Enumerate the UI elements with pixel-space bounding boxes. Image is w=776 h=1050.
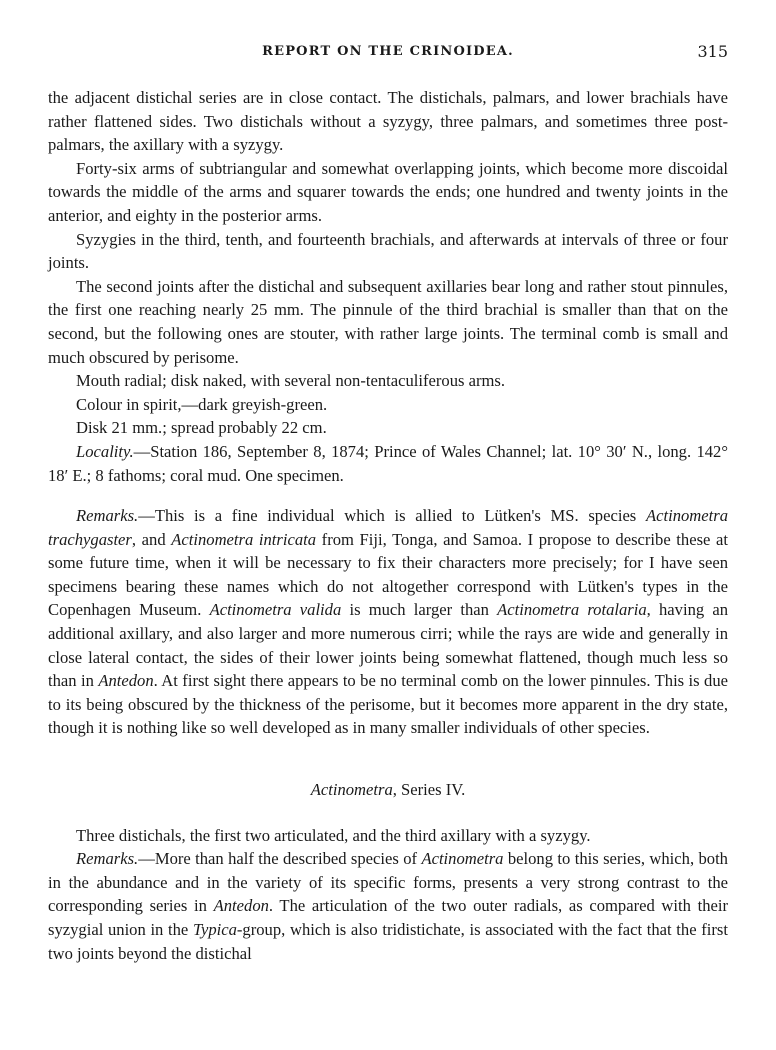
species-name: Actinometra valida — [209, 600, 342, 620]
group-name: Typica — [192, 920, 237, 939]
paragraph-arms: Forty-six arms of subtriangular and somewhat overlapping joints, which become more discoidal towards the middle of the arms and squarer towards the ends; one hundred and twenty joints in the anterior, and eighty in the posterior arms. — [48, 158, 728, 225]
remarks-label: Remarks. — [76, 849, 139, 869]
paragraph-diagnosis: Three distichals, the first two articulated, and the third axillary with a syzygy. — [76, 825, 591, 845]
paragraph-disk: Disk 21 mm.; spread probably 22 cm. — [76, 418, 327, 438]
remarks-text: belong to this series, which, both in the abundance and in the variety of its specific forms, presents a very strong contrast to the corresponding series in — [48, 849, 728, 916]
remarks-text: from Fiji, Tonga, and Samoa. I propose to describe these at some future time, when it will be necessary to fix their characters more precisely; for I have seen specimens bearing these names which do not altogether correspond with Lütken's types in the Copenhagen Museum. — [48, 529, 729, 620]
remarks-text: —This is a fine individual which is allied to Lütken's MS. species — [138, 506, 646, 526]
remarks-text: . The articulation of the two outer radials, as compared with their syzygial union in the — [48, 896, 728, 939]
page-number: 315 — [697, 42, 728, 61]
remarks-text: -group, which is also tridistichate, is associated with the fact that the first two joints beyond the distichal — [48, 920, 728, 963]
paragraph-syzygies: Syzygies in the third, tenth, and fourteenth brachials, and afterwards at intervals of three or four joints. — [48, 229, 728, 273]
spacer — [48, 802, 728, 824]
running-title: REPORT ON THE CRINOIDEA. — [262, 44, 514, 59]
remarks-text: , and — [131, 529, 172, 549]
remarks-text: , having an additional axillary, and also larger and more numerous cirri; while the rays are wide and generally in close lateral contact, the sides of their lower joints being somewhat flattened, though much less so than in — [48, 600, 729, 691]
species-name: Actinometra trachygaster — [48, 506, 728, 549]
spacer — [48, 740, 728, 778]
remarks-label: Remarks. — [76, 506, 139, 526]
locality-text: —Station 186, September 8, 1874; Prince of Wales Channel; lat. 10° 30′ N., long. 142° 18′ E.; 8 fathoms; coral mud. One specimen. — [48, 441, 728, 485]
paragraph-series-remarks — [48, 847, 728, 965]
remarks-text: is much larger than — [341, 600, 498, 620]
running-head — [48, 44, 728, 66]
paragraph-pinnules: The second joints after the distichal and subsequent axillaries bear long and rather stout pinnules, the first one reaching nearly 25 mm. The pinnule of the third brachial is smaller than that on the second, but the following ones are stouter, with rather large joints. The terminal comb is small and much obscured by perisome. — [48, 276, 728, 367]
spacer — [48, 487, 728, 504]
section-heading — [48, 778, 728, 802]
species-name: Actinometra intricata — [171, 529, 317, 549]
paragraph-mouth: Mouth radial; disk naked, with several non-tentaculiferous arms. — [76, 371, 506, 391]
heading-genus: Actinometra — [310, 780, 393, 800]
species-name: Actinometra rotalaria — [497, 600, 647, 620]
heading-series: , Series IV. — [392, 780, 466, 800]
paragraph-remarks — [48, 504, 728, 740]
genus-name: Actinometra — [421, 849, 504, 869]
genus-name: Antedon — [98, 671, 154, 691]
genus-name: Antedon — [213, 896, 269, 916]
remarks-text: —More than half the described species of — [138, 849, 422, 869]
body-text — [48, 86, 728, 965]
remarks-text: . At first sight there appears to be no terminal comb on the lower pinnules. This is due to its being obscured by the thickness of the perisome, but it becomes more apparent in the dry state, though it is nothing like so well developed as in many smaller individuals of other species. — [48, 671, 729, 738]
paragraph-continuation: the adjacent distichal series are in close contact. The distichals, palmars, and lower brachials have rather flattened sides. Two distichals without a syzygy, three palmars, and sometimes three post-palmars, the axillary with a syzygy. — [48, 88, 728, 155]
locality-label: Locality. — [76, 441, 134, 461]
paragraph-colour: Colour in spirit,—dark greyish-green. — [76, 394, 328, 414]
paragraph-locality — [48, 440, 728, 487]
